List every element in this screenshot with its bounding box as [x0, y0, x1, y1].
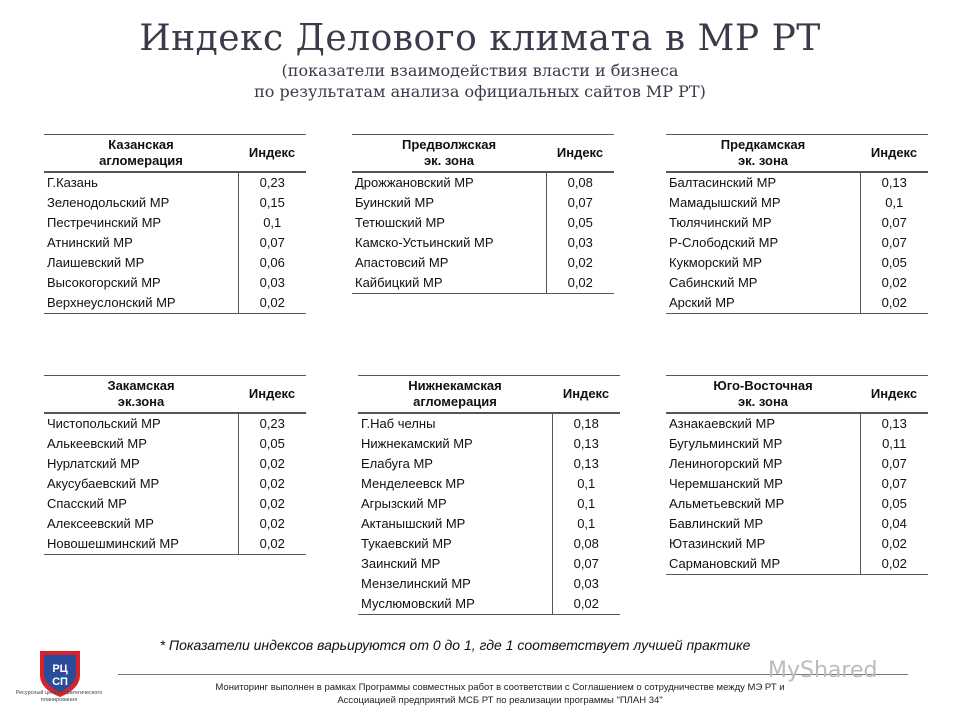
district-name: Верхнеуслонский МР [44, 293, 238, 314]
zone-name-header [44, 376, 238, 414]
table-row [44, 474, 306, 494]
index-value: 0,07 [860, 213, 928, 233]
table-row [666, 413, 928, 434]
district-name: Елабуга МР [361, 456, 433, 471]
table-row [44, 454, 306, 474]
zone-table [44, 375, 306, 555]
index-value: 0,23 [238, 413, 306, 434]
table-row [666, 534, 928, 554]
subtitle-line-1: (показатели взаимодействия власти и бизнеса [281, 61, 679, 80]
table-row [358, 554, 620, 574]
index-value: 0,1 [552, 474, 620, 494]
table-row [44, 494, 306, 514]
table-row [352, 273, 614, 294]
table-row [352, 172, 614, 193]
zone-name-line: Предкамская [720, 137, 806, 152]
zone-name-line: агломерация [99, 153, 183, 168]
footer-line-2: Ассоциацией предприятий МСБ РТ по реализации программы "ПЛАН 34" [337, 695, 663, 706]
district-name: Р-Слободский МР [669, 235, 779, 250]
index-value: 0,02 [860, 273, 928, 293]
table-row [666, 233, 928, 253]
page-title: Индекс Делового климата в МР РТ [139, 18, 821, 59]
district-name: Мензелинский МР [361, 576, 471, 591]
district-name: Заинский МР [361, 556, 441, 571]
district-name: Агрызский МР [361, 496, 447, 511]
index-value: 0,04 [860, 514, 928, 534]
table-row [44, 273, 306, 293]
district-name: Камско-Устьинский МР [355, 235, 494, 250]
table-row [666, 554, 928, 575]
zone-name-line: Предволжская [401, 137, 497, 152]
zone-name-line: эк.зона [117, 394, 165, 409]
index-value: 0,02 [238, 514, 306, 534]
index-value: 0,02 [238, 474, 306, 494]
footer-line-1: Мониторинг выполнен в рамках Программы совместных работ в соответствии с Соглашением о сотрудничестве между МЭ РТ и [215, 682, 785, 693]
index-value: 0,1 [860, 193, 928, 213]
district-name: Высокогорский МР [47, 275, 161, 290]
index-value: 0,08 [552, 534, 620, 554]
district-name: Нижнекамский МР [361, 436, 473, 451]
district-name: Сабинский МР [669, 275, 758, 290]
index-value: 0,05 [238, 434, 306, 454]
index-header: Индекс [238, 376, 306, 414]
table-row [352, 253, 614, 273]
district-name: Алькеевский МР [47, 436, 147, 451]
district-name: Тюлячинский МР [669, 215, 772, 230]
index-value: 0,02 [238, 534, 306, 555]
zone-table-yugo-vostochnaya [666, 375, 928, 575]
table-row [44, 213, 306, 233]
table-row [666, 494, 928, 514]
index-value: 0,13 [860, 172, 928, 193]
logo-caption: Ресурсный центр стратегического планирования [15, 690, 103, 703]
table-row [666, 474, 928, 494]
table-row [44, 434, 306, 454]
index-value: 0,13 [552, 454, 620, 474]
district-name: Черемшанский МР [669, 476, 783, 491]
index-header: Индекс [860, 135, 928, 173]
zone-table [666, 375, 928, 575]
index-value: 0,02 [552, 594, 620, 615]
zone-name-line: агломерация [413, 394, 497, 409]
table-row [358, 534, 620, 554]
district-name: Муслюмовский МР [358, 594, 552, 615]
index-value: 0,02 [238, 454, 306, 474]
index-note: * Показатели индексов варьируются от 0 до 1, где 1 соответствует лучшей практике [159, 637, 751, 653]
district-name: Нурлатский МР [47, 456, 140, 471]
zone-name-header [44, 135, 238, 173]
watermark: MyShared [768, 658, 878, 683]
district-name: Тетюшский МР [355, 215, 445, 230]
table-row [666, 172, 928, 193]
index-value: 0,03 [552, 574, 620, 594]
zone-table-nizhnekamskaya [358, 375, 620, 615]
table-row [666, 273, 928, 293]
table-row [352, 233, 614, 253]
index-value: 0,06 [238, 253, 306, 273]
zone-name-line: эк. зона [737, 153, 789, 168]
district-name: Мамадышский МР [669, 195, 781, 210]
index-value: 0,07 [860, 474, 928, 494]
table-row [666, 253, 928, 273]
zone-table [358, 375, 620, 615]
index-value: 0,13 [552, 434, 620, 454]
index-value: 0,07 [860, 233, 928, 253]
index-value: 0,18 [552, 413, 620, 434]
subtitle-line-2: по результатам анализа официальных сайтов МР РТ) [254, 82, 706, 101]
index-value: 0,03 [546, 233, 614, 253]
table-row [352, 193, 614, 213]
table-row [44, 534, 306, 555]
table-row [666, 514, 928, 534]
district-name: Чистопольский МР [47, 416, 161, 431]
index-value: 0,23 [238, 172, 306, 193]
district-name: Азнакаевский МР [669, 416, 776, 431]
zone-table-zakamskaya [44, 375, 306, 555]
table-row [44, 193, 306, 213]
table-row [666, 434, 928, 454]
footer-text [160, 681, 840, 707]
zone-name-line: Закамская [107, 378, 175, 393]
zone-name-header [666, 135, 860, 173]
district-name: Лениногорский МР [669, 456, 783, 471]
zone-name-line: Юго-Восточная [713, 378, 813, 393]
table-row [666, 454, 928, 474]
index-value: 0,05 [860, 494, 928, 514]
logo-abbr-bottom: СП [52, 676, 68, 688]
district-name: Апастовсий МР [355, 255, 449, 270]
table-row [666, 213, 928, 233]
index-header: Индекс [546, 135, 614, 173]
district-name: Кукморский МР [669, 255, 762, 270]
table-row [358, 434, 620, 454]
district-name: Сармановский МР [666, 554, 860, 575]
table-row [666, 293, 928, 314]
district-name: Акусубаевский МР [47, 476, 160, 491]
table-row [44, 514, 306, 534]
district-name: Зеленодольский МР [47, 195, 170, 210]
district-name: Актанышский МР [361, 516, 466, 531]
index-value: 0,08 [546, 172, 614, 193]
index-value: 0,02 [860, 534, 928, 554]
district-name: Г.Казань [47, 175, 98, 190]
zone-table [352, 134, 614, 294]
district-name: Дрожжановский МР [355, 175, 474, 190]
table-row [358, 594, 620, 615]
district-name: Арский МР [666, 293, 860, 314]
district-name: Альметьевский МР [669, 496, 785, 511]
district-name: Балтасинский МР [669, 175, 777, 190]
zone-name-line: эк. зона [423, 153, 475, 168]
index-value: 0,03 [238, 273, 306, 293]
index-value: 0,07 [552, 554, 620, 574]
table-row [44, 233, 306, 253]
index-value: 0,02 [238, 494, 306, 514]
district-name: Алексеевский МР [47, 516, 154, 531]
district-name: Тукаевский МР [361, 536, 452, 551]
index-value: 0,02 [238, 293, 306, 314]
table-row [44, 413, 306, 434]
district-name: Бугульминский МР [669, 436, 783, 451]
index-header: Индекс [860, 376, 928, 414]
index-value: 0,02 [860, 554, 928, 575]
district-name: Атнинский МР [47, 235, 133, 250]
table-row [358, 514, 620, 534]
district-name: Спасский МР [47, 496, 127, 511]
zone-name-line: Нижнекамская [408, 378, 502, 393]
index-value: 0,11 [860, 434, 928, 454]
index-value: 0,02 [860, 293, 928, 314]
table-row [358, 474, 620, 494]
index-header: Индекс [238, 135, 306, 173]
zone-name-header [358, 376, 552, 414]
index-header: Индекс [552, 376, 620, 414]
zone-name-header [666, 376, 860, 414]
page-subtitle [0, 60, 960, 102]
index-value: 0,07 [238, 233, 306, 253]
index-value: 0,07 [546, 193, 614, 213]
table-row [358, 454, 620, 474]
table-row [358, 574, 620, 594]
table-row [44, 172, 306, 193]
table-row [358, 494, 620, 514]
index-value: 0,02 [546, 253, 614, 273]
index-value: 0,05 [860, 253, 928, 273]
district-name: Бавлинский МР [669, 516, 764, 531]
zone-name-header [352, 135, 546, 173]
rcsp-logo-icon [20, 645, 100, 715]
index-value: 0,05 [546, 213, 614, 233]
index-value: 0,1 [238, 213, 306, 233]
zone-table-kazan [44, 134, 306, 314]
district-name: Менделеевск МР [361, 476, 465, 491]
index-value: 0,1 [552, 514, 620, 534]
table-row [44, 253, 306, 273]
zone-name-line: Казанская [108, 137, 174, 152]
district-name: Буинский МР [355, 195, 435, 210]
index-value: 0,1 [552, 494, 620, 514]
district-name: Новошешминский МР [44, 534, 238, 555]
index-value: 0,15 [238, 193, 306, 213]
index-value: 0,07 [860, 454, 928, 474]
zone-table [666, 134, 928, 314]
district-name: Кайбицкий МР [352, 273, 546, 294]
table-row [358, 413, 620, 434]
zone-table [44, 134, 306, 314]
table-row [352, 213, 614, 233]
district-name: Г.Наб челны [361, 416, 436, 431]
zone-table-predvolzhskaya [352, 134, 614, 294]
district-name: Ютазинский МР [669, 536, 766, 551]
index-value: 0,13 [860, 413, 928, 434]
district-name: Лаишевский МР [47, 255, 145, 270]
zone-table-predkamskaya [666, 134, 928, 314]
district-name: Пестречинский МР [47, 215, 162, 230]
table-row [666, 193, 928, 213]
logo-abbr-top: РЦ [52, 663, 68, 675]
table-row [44, 293, 306, 314]
index-value: 0,02 [546, 273, 614, 294]
zone-name-line: эк. зона [737, 394, 789, 409]
